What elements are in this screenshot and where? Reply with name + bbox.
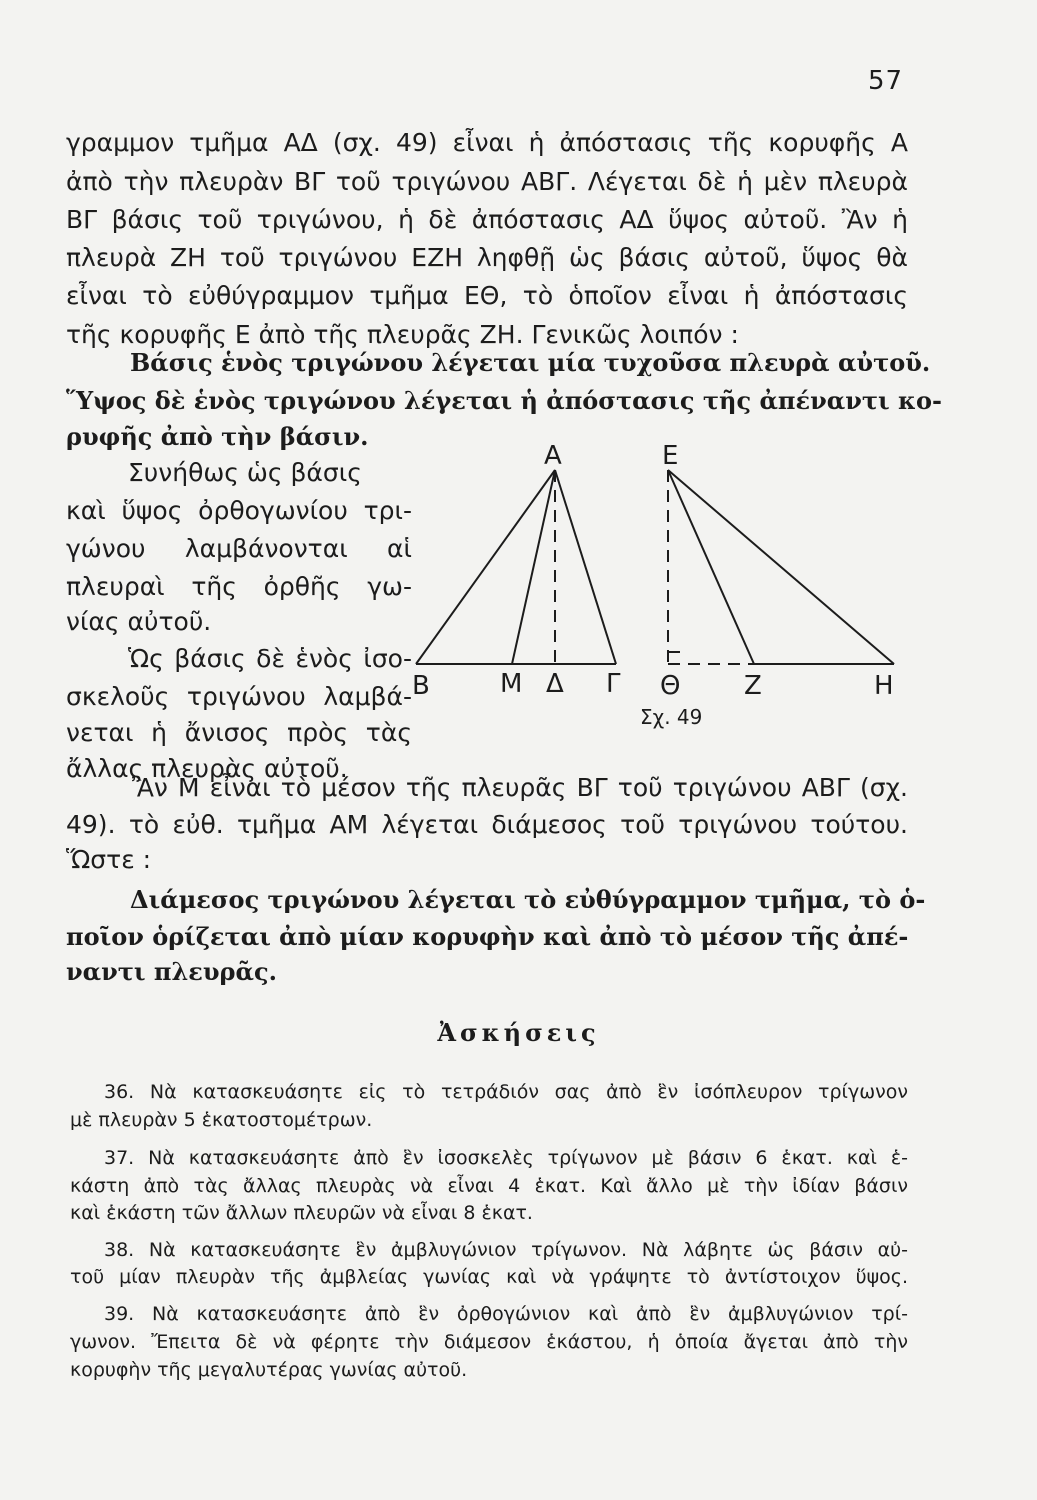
label-a: Α: [544, 441, 562, 471]
triangle-side-ag: [555, 470, 616, 664]
text-line: ἀπὸ τὴν πλευρὰν ΒΓ τοῦ τριγώνου ΑΒΓ. Λέγεται δὲ ἡ μὲν πλευρὰ: [66, 167, 908, 196]
text-line: τῆς κορυφῆς Ε ἀπὸ τῆς πλευρᾶς ΖΗ. Γενικῶς λοιπόν :: [66, 320, 739, 349]
exercise-line: 39. Νὰ κατασκευάσητε ἀπὸ ἓν ὀρθογώνιον καὶ ἀπὸ ἓν ἀμβλυγώνιον τρί-: [104, 1303, 908, 1325]
definition-line: ναντι πλευρᾶς.: [66, 957, 277, 986]
text-line: Ἂν Μ εἶναι τὸ μέσον τῆς πλευρᾶς ΒΓ τοῦ τριγώνου ΑΒΓ (σχ.: [132, 773, 908, 802]
text-line: εἶναι τὸ εὐθύγραμμον τμῆμα ΕΘ, τὸ ὁποῖον εἶναι ἡ ἀπόστασις: [66, 281, 908, 310]
text-line: γώνου λαμβάνονται αἱ: [66, 534, 412, 563]
text-line: Συνήθως ὡς βάσις: [128, 458, 362, 487]
figure-49: [400, 430, 910, 760]
definition-line: ρυφῆς ἀπὸ τὴν βάσιν.: [66, 422, 369, 451]
triangle-side-ez: [668, 470, 754, 664]
definition-line: Διάμεσος τριγώνου λέγεται τὸ εὐθύγραμμον τμῆμα, τὸ ὁ-: [130, 885, 926, 914]
exercises-heading: Ἀσκήσεις: [437, 1018, 600, 1047]
label-z: Ζ: [744, 671, 762, 701]
text-line: πλευρὰ ΖΗ τοῦ τριγώνου ΕΖΗ ληφθῇ ὡς βάσις αὐτοῦ, ὕψος θὰ: [66, 243, 908, 272]
text-line: Ὥστε :: [66, 845, 152, 874]
text-line: 49). τὸ εὐθ. τμῆμα ΑΜ λέγεται διάμεσος τοῦ τριγώνου τούτου.: [66, 810, 908, 839]
definition-line: Ὕψος δὲ ἑνὸς τριγώνου λέγεται ἡ ἀπόστασις τῆς ἀπέναντι κο-: [66, 386, 942, 415]
exercise-line: κάστη ἀπὸ τὰς ἄλλας πλευρὰς νὰ εἶναι 4 ἑκατ. Καὶ ἄλλο μὲ τὴν ἰδίαν βάσιν: [70, 1175, 908, 1197]
definition-line: ποῖον ὁρίζεται ἀπὸ μίαν κορυφὴν καὶ ἀπὸ τὸ μέσον τῆς ἀπέ-: [66, 922, 909, 951]
text-line: γραμμον τμῆμα ΑΔ (σχ. 49) εἶναι ἡ ἀπόστασις τῆς κορυφῆς Α: [66, 128, 908, 157]
text-line: πλευραὶ τῆς ὀρθῆς γω-: [66, 572, 412, 601]
label-b: Β: [412, 671, 430, 701]
exercise-line: 37. Νὰ κατασκευάσητε ἀπὸ ἓν ἰσοσκελὲς τρίγωνον μὲ βάσιν 6 ἑκατ. καὶ ἑ-: [104, 1147, 908, 1169]
label-h: Η: [874, 671, 894, 701]
text-line: Ὡς βάσις δὲ ἑνὸς ἰσο-: [128, 644, 412, 673]
label-th: Θ: [660, 671, 681, 701]
text-line: σκελοῦς τριγώνου λαμβά-: [66, 682, 412, 711]
exercise-line: μὲ πλευρὰν 5 ἑκατοστομέτρων.: [70, 1109, 373, 1131]
figure-caption: Σχ. 49: [640, 705, 703, 729]
label-m: Μ: [500, 669, 523, 699]
text-line: νίας αὐτοῦ.: [66, 607, 212, 636]
label-e: Ε: [662, 441, 679, 471]
label-d: Δ: [546, 669, 564, 699]
exercise-line: γωνον. Ἔπειτα δὲ νὰ φέρητε τὴν διάμεσον ἑκάστου, ἡ ὁποία ἄγεται ἀπὸ τὴν: [70, 1331, 908, 1353]
text-line: ἄλλας πλευρὰς αὐτοῦ.: [66, 754, 348, 783]
label-g: Γ: [606, 669, 621, 699]
triangle-side-eh: [668, 470, 894, 664]
exercise-line: καὶ ἑκάστη τῶν ἄλλων πλευρῶν νὰ εἶναι 8 ἑκατ.: [70, 1202, 533, 1224]
exercise-line: 38. Νὰ κατασκευάσητε ἓν ἀμβλυγώνιον τρίγωνον. Νὰ λάβητε ὡς βάσιν αὐ-: [104, 1239, 908, 1261]
page-number: 57: [868, 66, 904, 96]
exercise-line: κορυφὴν τῆς μεγαλυτέρας γωνίας αὐτοῦ.: [70, 1359, 468, 1381]
text-line: νεται ἡ ἄνισος πρὸς τὰς: [66, 718, 412, 747]
text-line: καὶ ὕψος ὀρθογωνίου τρι-: [66, 496, 412, 525]
exercise-line: τοῦ μίαν πλευρὰν τῆς ἀμβλείας γωνίας καὶ νὰ γράψητε τὸ ἀντίστοιχον ὕψος.: [70, 1266, 908, 1288]
exercise-line: 36. Νὰ κατασκευάσητε εἰς τὸ τετράδιόν σας ἀπὸ ἓν ἰσόπλευρον τρίγωνον: [104, 1081, 908, 1103]
text-line: ΒΓ βάσις τοῦ τριγώνου, ἡ δὲ ἀπόστασις ΑΔ ὕψος αὐτοῦ. Ἂν ἡ: [66, 205, 908, 234]
definition-line: Βάσις ἑνὸς τριγώνου λέγεται μία τυχοῦσα πλευρὰ αὐτοῦ.: [130, 348, 931, 377]
